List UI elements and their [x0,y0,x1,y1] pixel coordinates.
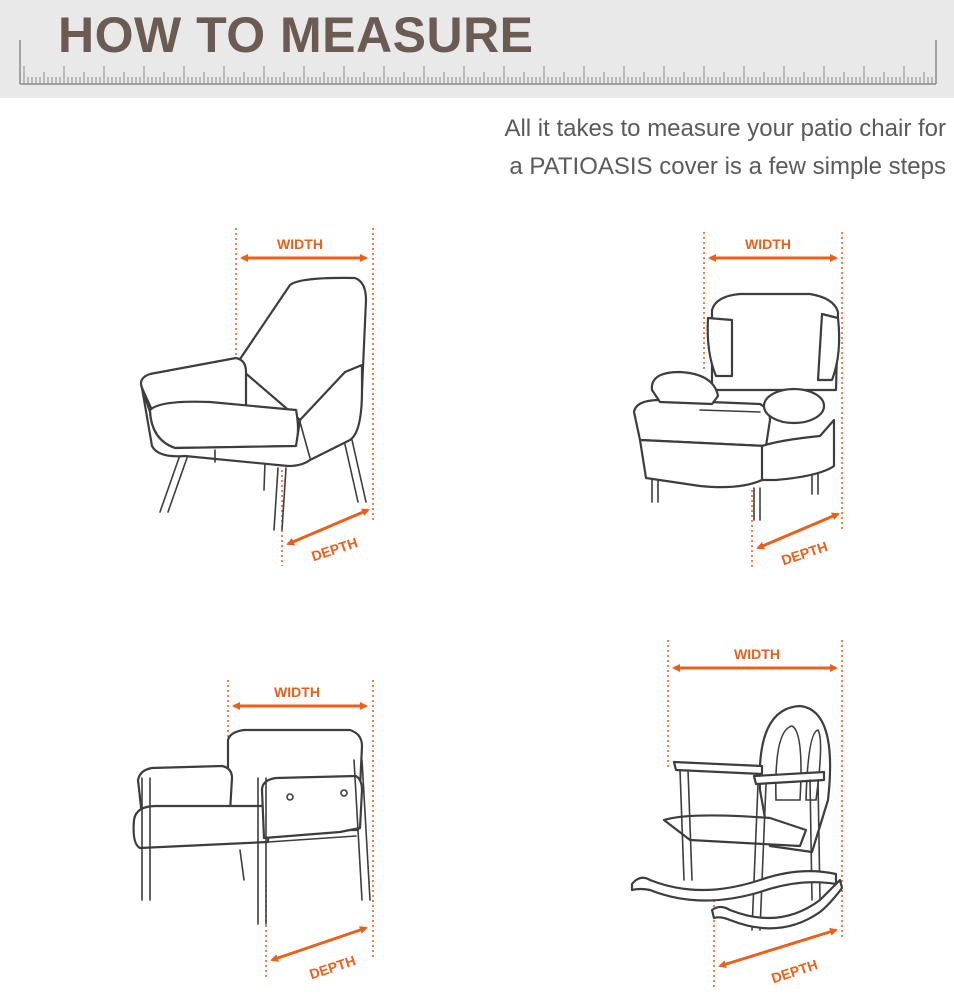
rocking-chair-icon [632,706,842,930]
width-label: WIDTH [734,646,780,662]
depth-label: DEPTH [309,534,360,565]
intro-line-2: a PATIOASIS cover is a few simple steps [509,153,946,180]
page-title: HOW TO MEASURE [58,7,534,63]
armchair-icon [141,278,366,530]
club-chair-icon [134,730,370,924]
intro-line-1: All it takes to measure your patio chair for [504,115,946,142]
wingback-chair-icon [634,294,839,520]
depth-label: DEPTH [769,956,820,987]
armchair-diagram [141,228,373,566]
rocking-chair-diagram [632,640,842,990]
depth-label: DEPTH [307,952,358,983]
width-label: WIDTH [745,236,791,252]
width-label: WIDTH [274,684,320,700]
wingback-diagram [634,232,842,568]
club-chair-diagram [134,680,373,982]
depth-label: DEPTH [779,538,830,569]
width-label: WIDTH [277,236,323,252]
